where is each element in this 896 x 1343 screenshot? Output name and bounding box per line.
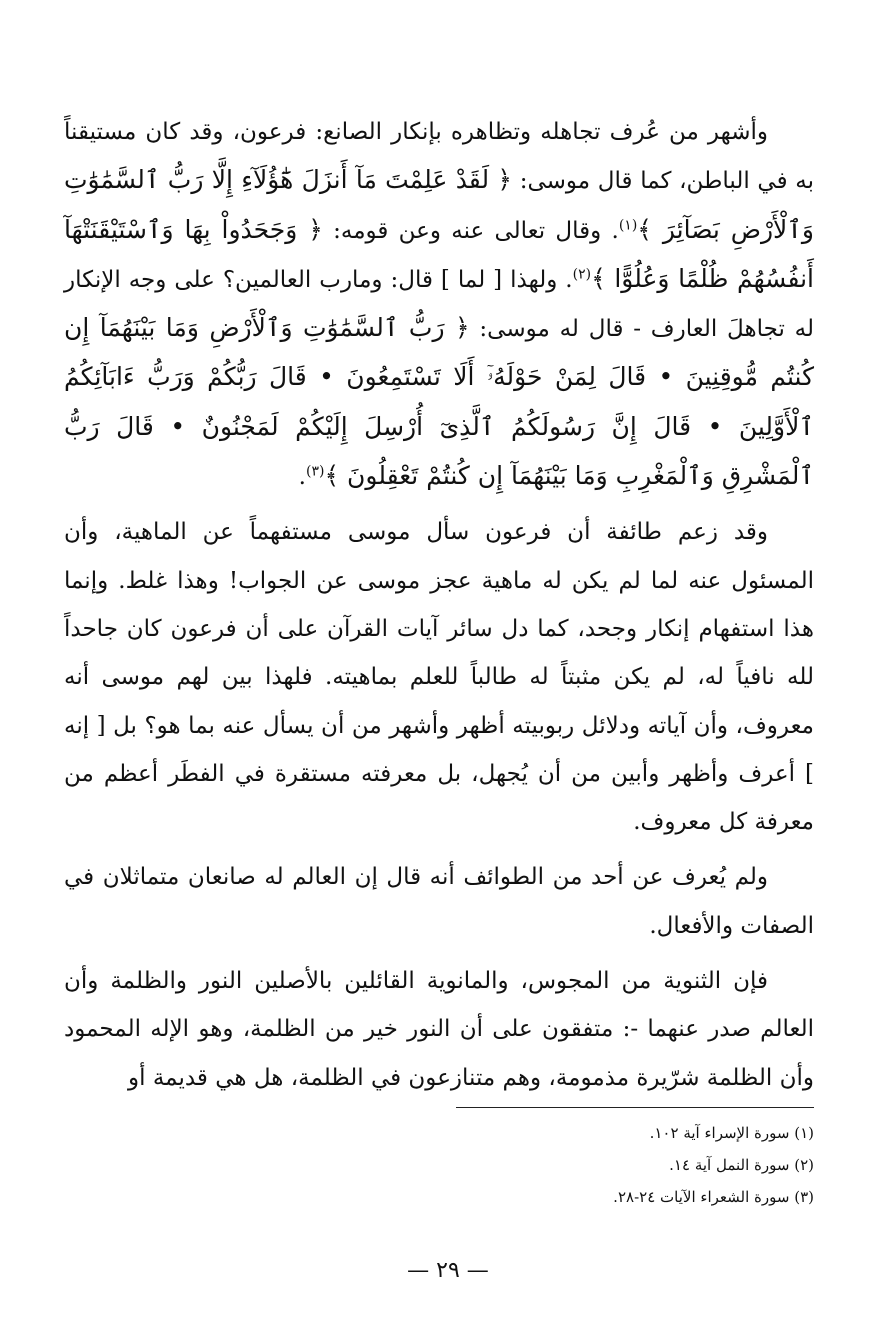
text-span: . وقال تعالى عنه وعن قومه:	[322, 217, 619, 244]
text-span: .	[298, 464, 306, 491]
footnotes	[400, 1117, 814, 1213]
footnote-2: (٢) سورة النمل آية ١٤.	[669, 1156, 814, 1174]
paragraph-4: فإن الثنوية من المجوس، والمانوية القائلين بالأصلين النور والظلمة وأن العالم صدر عنهما -: متفقون على أن النور خير من الظلمة، وهو الإله المحمود وأن الظلمة شرّيرة مذمومة، وهم متنازعون في الظلمة، هل هي قديمة أو	[64, 968, 814, 1091]
paragraph-1	[64, 108, 814, 501]
text-span: . ولهذا [ لما ] قال: ومارب العالمين؟ على وجه الإنكار له تجاهلَ العارف - قال له موسى:	[64, 266, 814, 343]
text-span: وأشهر من عُرف تجاهله وتظاهره بإنكار الصانع: فرعون، وقد كان مستيقناً به في الباطن، كما قال موسى:	[64, 119, 814, 195]
footnote-3: (٣) سورة الشعراء الآيات ٢٤-٢٨.	[613, 1188, 814, 1206]
footnote-1: (١) سورة الإسراء آية ١٠٢.	[649, 1124, 814, 1142]
quran-verse: ﴿ لَقَدْ عَلِمْتَ مَآ أَنزَلَ هَٰٓؤُلَآءِ إِلَّا رَبُّ ٱلسَّمَٰوَٰتِ وَٱلْأَرْضِ بَصَآئِرَ ﴾	[64, 165, 814, 244]
quran-verse: ﴿ وَجَحَدُواْ بِهَا وَٱسْتَيْقَنَتْهَآ أَنفُسُهُمْ ظُلْمًا وَعُلُوًّا ﴾	[64, 214, 814, 293]
quran-verse: ﴿ رَبُّ ٱلسَّمَٰوَٰتِ وَٱلْأَرْضِ وَمَا بَيْنَهُمَآ إِن كُنتُم مُّوقِنِينَ • قَالَ لِمَنْ حَوْلَهُۥٓ أَلَا تَسْتَمِعُونَ • قَالَ رَبُّكُمْ وَرَبُّ ءَابَآئِكُمُ ٱلْأَوَّلِينَ • قَالَ إِنَّ رَسُولَكُمُ ٱلَّذِىٓ أُرْسِلَ إِلَيْكُمْ لَمَجْنُونٌ • قَالَ رَبُّ ٱلْمَشْرِقِ وَٱلْمَغْرِبِ وَمَا بَيْنَهُمَآ إِن كُنتُمْ تَعْقِلُونَ ﴾	[64, 313, 814, 491]
footnote-ref: (٢)	[572, 266, 592, 283]
footnote-ref: (٣)	[305, 463, 325, 480]
footnote-divider	[456, 1107, 814, 1108]
main-text	[64, 108, 814, 1102]
page-number: — ٢٩ —	[407, 1258, 489, 1283]
paragraph-2: وقد زعم طائفة أن فرعون سأل موسى مستفهماً عن الماهية، وأن المسئول عنه لما لم يكن له ماهية عجز موسى عن الجواب! وهذا غلط. وإنما هذا استفهام إنكار وجحد، كما دل سائر آيات القرآن على أن فرعون كان جاحداً لله نافياً له، لم يكن مثبتاً له طالباً للعلم بماهيته. فلهذا بين لهم موسى أنه معروف، وأن آياته ودلائل ربوبيته أظهر وأشهر من أن يسأل عنه بما هو؟ بل [ إنه ] أعرف وأظهر وأبين من أن يُجهل، بل معرفته مستقرة في الفطَر أعظم من معرفة كل معروف.	[64, 519, 814, 836]
paragraph-3: ولم يُعرف عن أحد من الطوائف أنه قال إن العالم له صانعان متماثلان في الصفات والأفعال.	[64, 864, 814, 939]
footnote-ref: (١)	[618, 216, 638, 233]
